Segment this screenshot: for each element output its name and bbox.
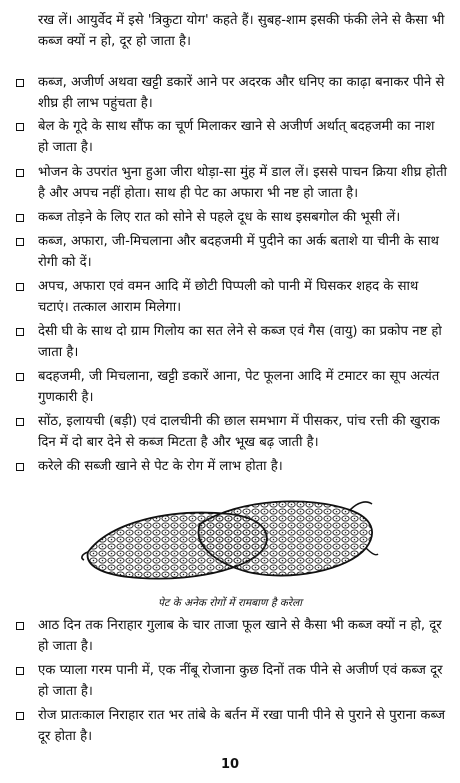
bullet-box-icon (16, 712, 24, 720)
list-item-text: अपच, अफारा एवं वमन आदि में छोटी पिप्पली को पानी में घिसकर शहद के साथ चटाएं। तत्काल आराम मिलेगा। (38, 279, 419, 315)
list-item-text: देसी घी के साथ दो ग्राम गिलोय का सत लेने से कब्ज एवं गैस (वायु) का प्रकोप नष्ट हो जाता है। (38, 324, 442, 360)
bullet-box-icon (16, 373, 24, 381)
bitter-gourd-illustration (80, 494, 380, 590)
bullet-box-icon (16, 463, 24, 471)
list-item-text: भोजन के उपरांत भुना हुआ जीरा थोड़ा-सा मुंह में डाल लें। इससे पाचन क्रिया शीघ्र होती है और अपच नहीं होता। साथ ही पेट का अफारा भी नष्ट हो जाता है। (38, 165, 447, 201)
list-item-text: कब्ज, अफारा, जी-मिचलाना और बदहजमी में पुदीने का अर्क बताशे या चीनी के साथ रोगी को दें। (38, 234, 439, 270)
figure-caption: पेट के अनेक रोगों में रामबाण है करेला (158, 597, 302, 609)
bullet-box-icon (16, 622, 24, 630)
bullet-box-icon (16, 214, 24, 222)
list-item-text: बेल के गूदे के साथ सौंफ का चूर्ण मिलाकर खाने से अजीर्ण अर्थात्‌ बदहजमी का नाश हो जाता है। (38, 119, 435, 155)
bullet-box-icon (16, 667, 24, 675)
bullet-box-icon (16, 123, 24, 131)
list-item-text: रोज प्रातःकाल निराहार रात भर तांबे के बर्तन में रखा पानी पीने से पुराने से पुराना कब्ज दूर होता है। (38, 708, 446, 744)
bullet-box-icon (16, 418, 24, 426)
bullet-box-icon (16, 169, 24, 177)
list-item-text: कब्ज तोड़ने के लिए रात को सोने से पहले दूध के साथ इसबगोल की भूसी लें। (38, 210, 401, 225)
list-item-text: आठ दिन तक निराहार गुलाब के चार ताजा फूल खाने से कैसा भी कब्ज क्यों न हो, दूर हो जाता है। (38, 618, 442, 654)
bullet-box-icon (16, 79, 24, 87)
bullet-box-icon (16, 283, 24, 291)
list-item-text: एक प्याला गरम पानी में, एक नींबू रोजाना कुछ दिनों तक पीने से अजीर्ण एवं कब्ज दूर हो जाता है। (38, 663, 443, 699)
intro-paragraph: रख लें। आयुर्वेद में इसे 'त्रिकुटा योग' कहते हैं। सुबह-शाम इसकी फंकी लेने से कैसा भी कब्ज क्यों न हो, दूर हो जाता है। (38, 13, 445, 49)
bullet-box-icon (16, 238, 24, 246)
list-item-text: बदहजमी, जी मिचलाना, खट्टी डकारें आना, पेट फूलना आदि में टमाटर का सूप अत्यंत गुणकारी है। (38, 369, 440, 405)
list-item-text: कब्ज, अजीर्ण अथवा खट्टी डकारें आने पर अदरक और धनिए का काढ़ा बनाकर पीने से शीघ्र ही लाभ पहुंचता है। (38, 75, 445, 111)
list-item-text: सोंठ, इलायची (बड़ी) एवं दालचीनी की छाल समभाग में पीसकर, पांच रत्ती की खुराक दिन में दो बार देने से कब्ज मिटता है और भूख बढ़ जाती है। (38, 414, 440, 450)
bullet-box-icon (16, 328, 24, 336)
list-item-text: करेले की सब्जी खाने से पेट के रोग में लाभ होता है। (38, 459, 283, 474)
page-number: 10 (220, 757, 240, 772)
